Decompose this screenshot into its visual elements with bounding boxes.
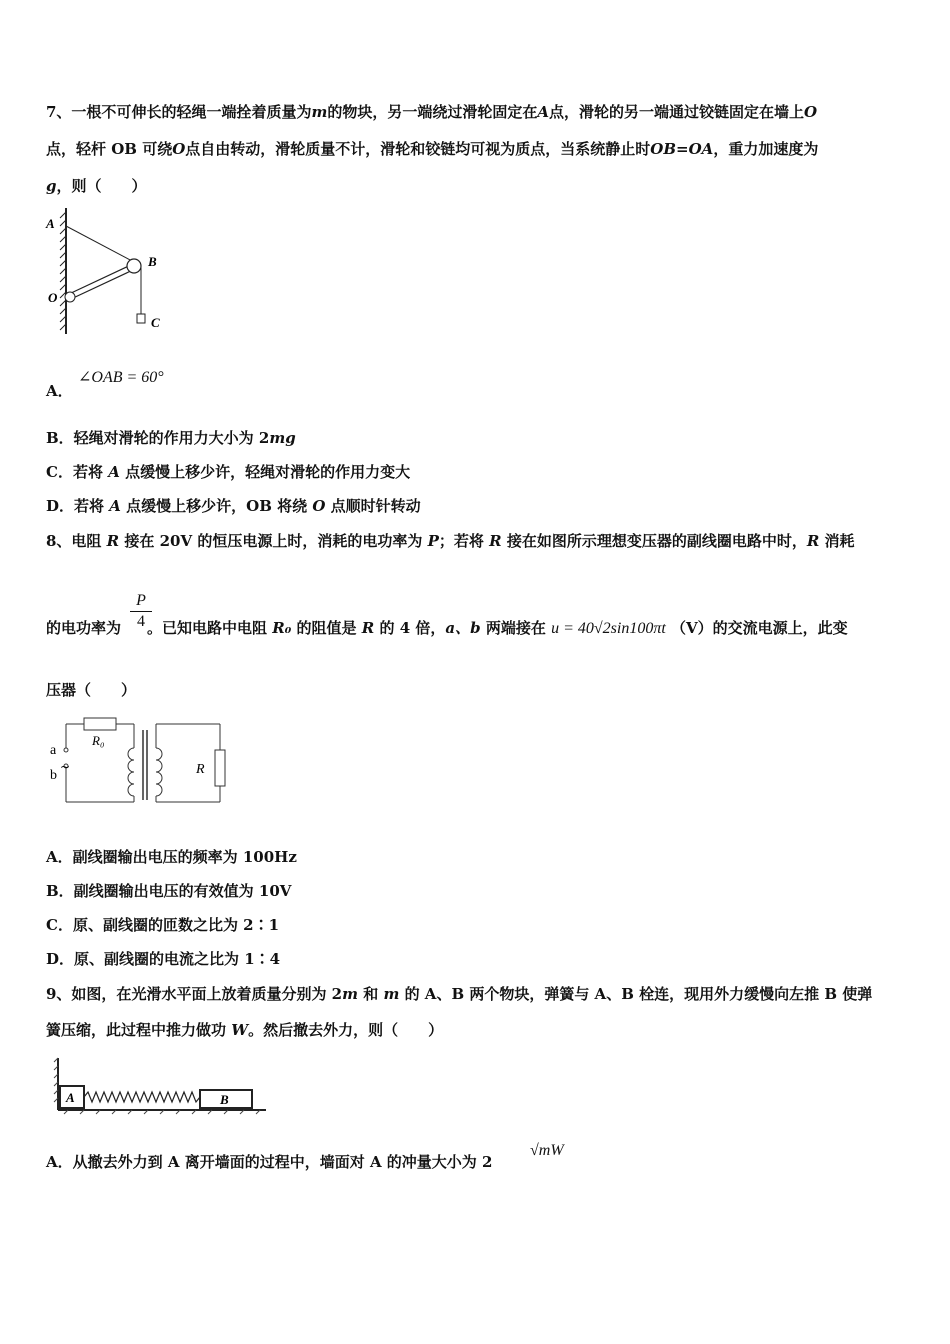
q7-option-c: C．若将 A 点缓慢上移少许，轻绳对滑轮的作用力变大 bbox=[46, 463, 411, 481]
q9-line1: 9、如图，在光滑水平面上放着质量分别为 2m 和 m 的 A、B 两个物块，弹簧与 A、B 栓连，现用外力缓慢向左推 B 使弹 bbox=[46, 985, 873, 1003]
q8-label-r: R bbox=[196, 762, 205, 777]
q7-option-b: B．轻绳对滑轮的作用力大小为 2mg bbox=[46, 429, 296, 447]
q7-line1: 7、一根不可伸长的轻绳一端拴着质量为m的物块，另一端绕过滑轮固定在A点，滑轮的另一端通过铰链固定在墙上O bbox=[46, 103, 818, 121]
q8-fraction-bar bbox=[130, 611, 152, 612]
q9-option-a: A．从撤去外力到 A 离开墙面的过程中，墙面对 A 的冲量大小为 2 bbox=[46, 1153, 493, 1171]
q8-option-d: D．原、副线圈的电流之比为 1∶4 bbox=[46, 950, 281, 968]
q8-label-tilde: ~ bbox=[60, 760, 71, 774]
q8-line3: 压器（ ） bbox=[46, 681, 137, 699]
q9-spring-figure bbox=[50, 1054, 272, 1118]
q7-option-a: A． bbox=[46, 382, 73, 400]
q8-label-a: a bbox=[50, 743, 57, 758]
q9-option-a-sqrt: √mW bbox=[530, 1142, 564, 1159]
q7-line3: g，则（ ） bbox=[46, 177, 147, 195]
q8-label-b: b bbox=[50, 768, 57, 783]
q8-line2: 的电功率为 。已知电路中电阻 R₀ 的阻值是 R 的 4 倍，a、b 两端接在 u = 40√2sin100πt （V）的交流电源上，此变 bbox=[46, 619, 848, 637]
q9-line2: 簧压缩，此过程中推力做功 W。然后撤去外力，则（ ） bbox=[46, 1021, 444, 1039]
q8-option-b: B．副线圈输出电压的有效值为 10V bbox=[46, 882, 292, 900]
q8-transformer-circuit bbox=[44, 712, 234, 808]
q8-label-r0: R₀ bbox=[92, 733, 105, 748]
q9-label-b: B bbox=[220, 1092, 229, 1107]
q8-fraction-numerator: P bbox=[136, 592, 146, 609]
q8-option-c: C．原、副线圈的匝数之比为 2∶1 bbox=[46, 916, 280, 934]
q7-label-b: B bbox=[148, 254, 157, 269]
q9-label-a: A bbox=[66, 1090, 75, 1105]
q7-pulley-figure bbox=[40, 204, 170, 338]
q7-line2: 点，轻杆 OB 可绕O点自由转动，滑轮质量不计，滑轮和铰链均可视为质点，当系统静止时OB=OA，重力加速度为 bbox=[46, 140, 819, 158]
q8-option-a: A．副线圈输出电压的频率为 100Hz bbox=[46, 848, 297, 866]
q7-option-a-math: ∠OAB = 60° bbox=[78, 369, 164, 386]
q7-label-c: C bbox=[151, 315, 160, 330]
q7-option-d: D．若将 A 点缓慢上移少许，OB 将绕 O 点顺时针转动 bbox=[46, 497, 421, 515]
q8-fraction-denominator: 4 bbox=[137, 613, 145, 630]
q7-label-a: A bbox=[46, 216, 55, 231]
q7-label-o: O bbox=[48, 290, 58, 305]
q8-line1: 8、电阻 R 接在 20V 的恒压电源上时，消耗的电功率为 P；若将 R 接在如图所示理想变压器的副线圈电路中时，R 消耗 bbox=[46, 532, 855, 550]
